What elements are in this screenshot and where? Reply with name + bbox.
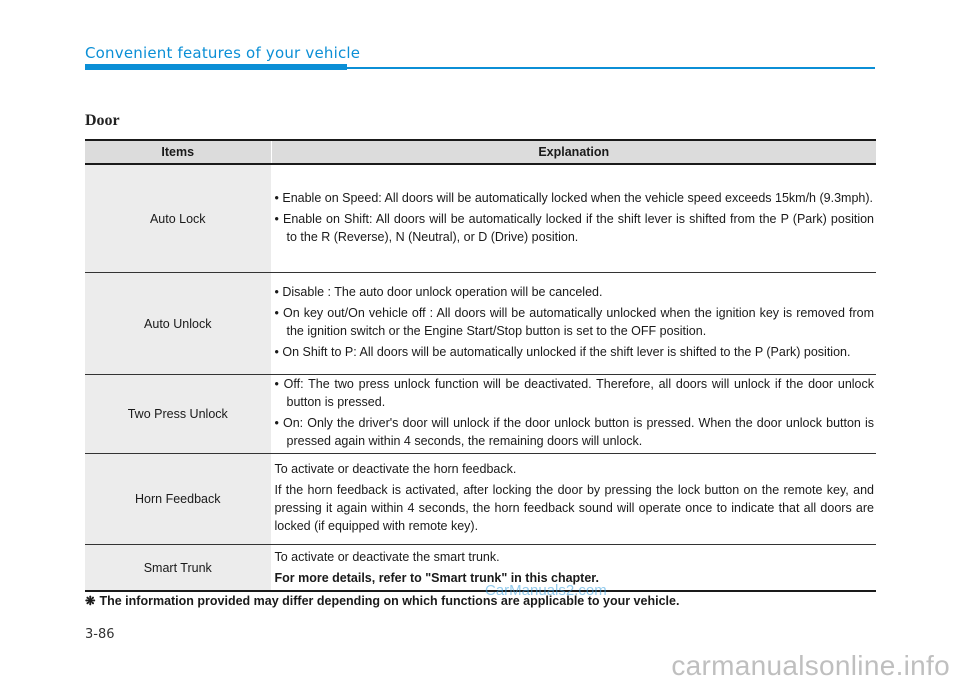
paragraph: To activate or deactivate the smart trunk. [274, 550, 500, 564]
paragraph: To activate or deactivate the horn feedback. [274, 462, 517, 476]
watermark-carmanualsonline: carmanualsonline.info [671, 650, 950, 681]
bullet-item: • On Shift to P: All doors will be automatically unlocked if the shift lever is shifted to the P (Park) position. [275, 343, 875, 361]
watermark-carmanuals2: CarManuals2.com [485, 582, 607, 599]
bullet-item: • Disable : The auto door unlock operation will be canceled. [275, 283, 875, 301]
item-cell: Smart Trunk [85, 545, 271, 592]
page-number: 3-86 [85, 627, 115, 642]
section-title: Door [85, 112, 120, 129]
bullet-item: • On key out/On vehicle off : All doors will be automatically unlocked when the ignition key is removed from the ignition switch or the Engine Start/Stop button is set to the OFF position. [275, 304, 875, 340]
table-row [85, 545, 876, 592]
bullet-item: • On: Only the driver's door will unlock if the door unlock button is pressed. When the door unlock button is pressed again within 4 seconds, the remaining doors will unlock. [275, 414, 875, 450]
explanation-cell [271, 273, 876, 375]
item-cell: Auto Lock [85, 164, 271, 273]
bullet-item: • Off: The two press unlock function will be deactivated. Therefore, all doors will unlock if the door unlock button is pressed. [275, 375, 875, 411]
footnote-text: The information provided may differ depending on which functions are applicable to your vehicle. [99, 594, 680, 608]
asterism-icon: ❋ [85, 594, 96, 608]
item-cell: Two Press Unlock [85, 375, 271, 454]
table-row [85, 164, 876, 273]
column-header-items: Items [85, 140, 271, 164]
table-row [85, 273, 876, 375]
table-header-row [85, 140, 876, 164]
column-header-explanation: Explanation [271, 140, 876, 164]
item-cell: Horn Feedback [85, 454, 271, 545]
table-row [85, 375, 876, 454]
paragraph: If the horn feedback is activated, after locking the door by pressing the lock button on the remote key, and pressing it again within 4 seconds, the horn feedback sound will operate once to indicate that all doors are locked (if equipped with remote key). [274, 483, 874, 533]
explanation-cell [271, 454, 876, 545]
header-rule-thin [347, 67, 875, 69]
door-settings-table [85, 139, 876, 592]
bullet-item: • Enable on Speed: All doors will be automatically locked when the vehicle speed exceeds 15km/h (9.3mph). [275, 189, 875, 207]
item-cell: Auto Unlock [85, 273, 271, 375]
table-row [85, 454, 876, 545]
chapter-title: Convenient features of your vehicle [85, 44, 361, 62]
header-rule-thick [85, 64, 347, 70]
explanation-cell [271, 164, 876, 273]
explanation-cell [271, 375, 876, 454]
bullet-item: • Enable on Shift: All doors will be automatically locked if the shift lever is shifted from the P (Park) position to the R (Reverse), N (Neutral), or D (Drive) position. [275, 210, 875, 246]
reference-note: For more details, refer to "Smart trunk" in this chapter. [274, 571, 599, 585]
